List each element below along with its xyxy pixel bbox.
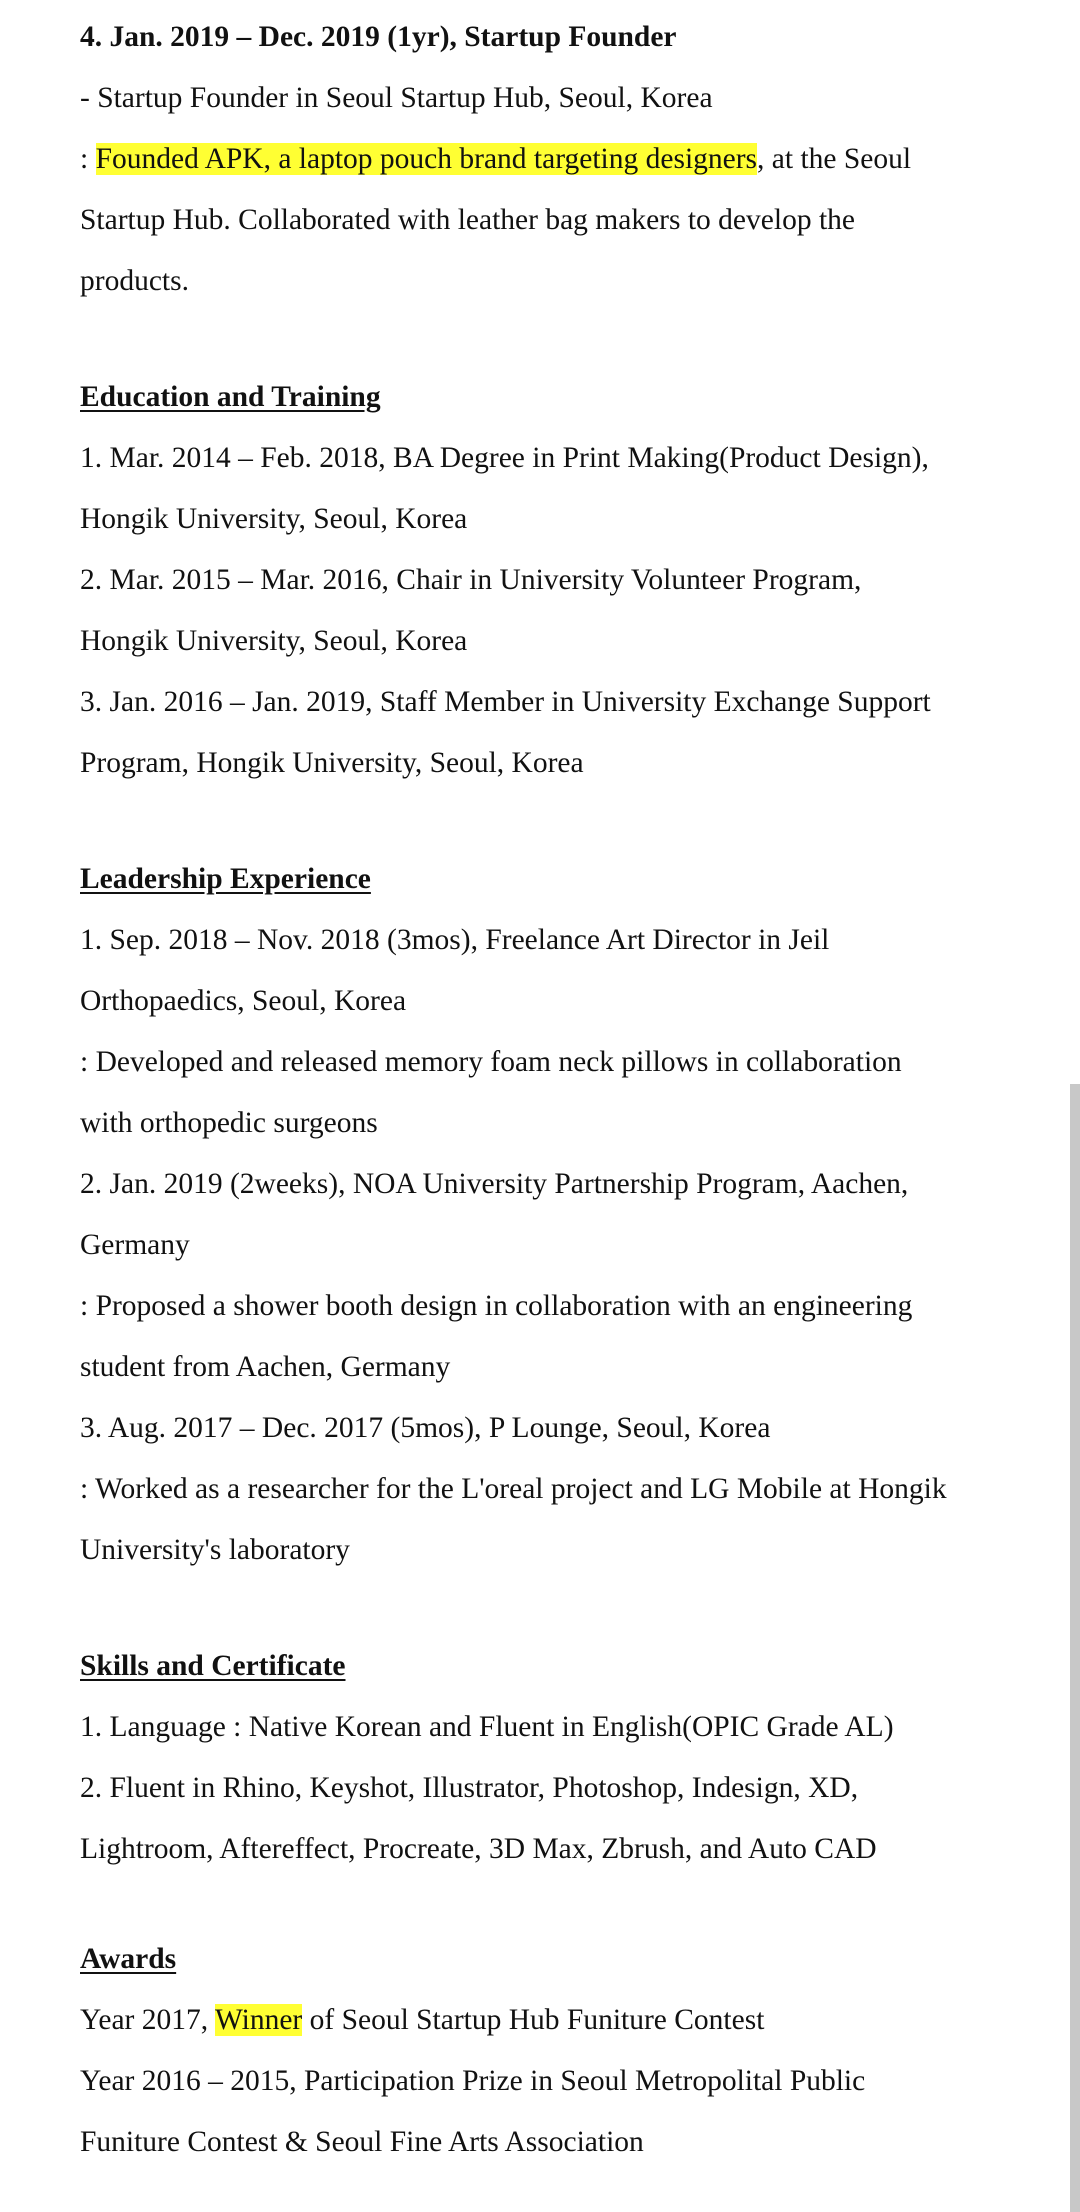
award-line: Funiture Contest & Seoul Fine Arts Association — [80, 2126, 644, 2158]
education-line: 3. Jan. 2016 – Jan. 2019, Staff Member in University Exchange Support — [80, 686, 931, 718]
leadership-line: University's laboratory — [80, 1534, 350, 1566]
highlighted-text: Winner — [214, 2004, 303, 2036]
experience-entry-title: 4. Jan. 2019 – Dec. 2019 (1yr), Startup Founder — [80, 21, 677, 53]
leadership-line: : Worked as a researcher for the L'oreal project and LG Mobile at Hongik — [80, 1473, 947, 1505]
award-prefix: Year 2017, — [80, 2004, 215, 2036]
skills-heading: Skills and Certificate — [80, 1650, 346, 1682]
leadership-line: Orthopaedics, Seoul, Korea — [80, 985, 407, 1017]
scrollbar[interactable] — [1070, 1084, 1080, 2212]
leadership-line: with orthopedic surgeons — [80, 1107, 378, 1139]
highlighted-text: Founded APK, a laptop pouch brand targeting designers — [95, 143, 758, 175]
education-line: Hongik University, Seoul, Korea — [80, 625, 468, 657]
leadership-line: : Developed and released memory foam neck pillows in collaboration — [80, 1046, 902, 1078]
leadership-line: student from Aachen, Germany — [80, 1351, 451, 1383]
experience-entry-subtitle: - Startup Founder in Seoul Startup Hub, Seoul, Korea — [80, 82, 713, 114]
leadership-line: 2. Jan. 2019 (2weeks), NOA University Partnership Program, Aachen, — [80, 1168, 909, 1200]
description-rest: , at the Seoul — [757, 143, 912, 175]
awards-heading: Awards — [80, 1943, 177, 1975]
experience-entry-description — [80, 139, 911, 179]
education-heading: Education and Training — [80, 381, 381, 413]
experience-description-line: Startup Hub. Collaborated with leather bag makers to develop the — [80, 204, 855, 236]
skills-line: 1. Language : Native Korean and Fluent in English(OPIC Grade AL) — [80, 1711, 894, 1743]
award-rest: of Seoul Startup Hub Funiture Contest — [302, 2004, 765, 2036]
skills-line: Lightroom, Aftereffect, Procreate, 3D Max, Zbrush, and Auto CAD — [80, 1833, 877, 1865]
leadership-line: 3. Aug. 2017 – Dec. 2017 (5mos), P Lounge, Seoul, Korea — [80, 1412, 771, 1444]
education-line: 2. Mar. 2015 – Mar. 2016, Chair in University Volunteer Program, — [80, 564, 862, 596]
description-prefix: : — [80, 143, 96, 175]
leadership-line: Germany — [80, 1229, 190, 1261]
leadership-line: : Proposed a shower booth design in collaboration with an engineering — [80, 1290, 913, 1322]
award-line: Year 2016 – 2015, Participation Prize in Seoul Metropolital Public — [80, 2065, 866, 2097]
leadership-heading: Leadership Experience — [80, 863, 371, 895]
education-line: 1. Mar. 2014 – Feb. 2018, BA Degree in Print Making(Product Design), — [80, 442, 929, 474]
award-line — [80, 2000, 764, 2040]
education-line: Hongik University, Seoul, Korea — [80, 503, 468, 535]
education-line: Program, Hongik University, Seoul, Korea — [80, 747, 584, 779]
skills-line: 2. Fluent in Rhino, Keyshot, Illustrator, Photoshop, Indesign, XD, — [80, 1772, 859, 1804]
experience-description-line: products. — [80, 265, 189, 297]
leadership-line: 1. Sep. 2018 – Nov. 2018 (3mos), Freelance Art Director in Jeil — [80, 924, 830, 956]
